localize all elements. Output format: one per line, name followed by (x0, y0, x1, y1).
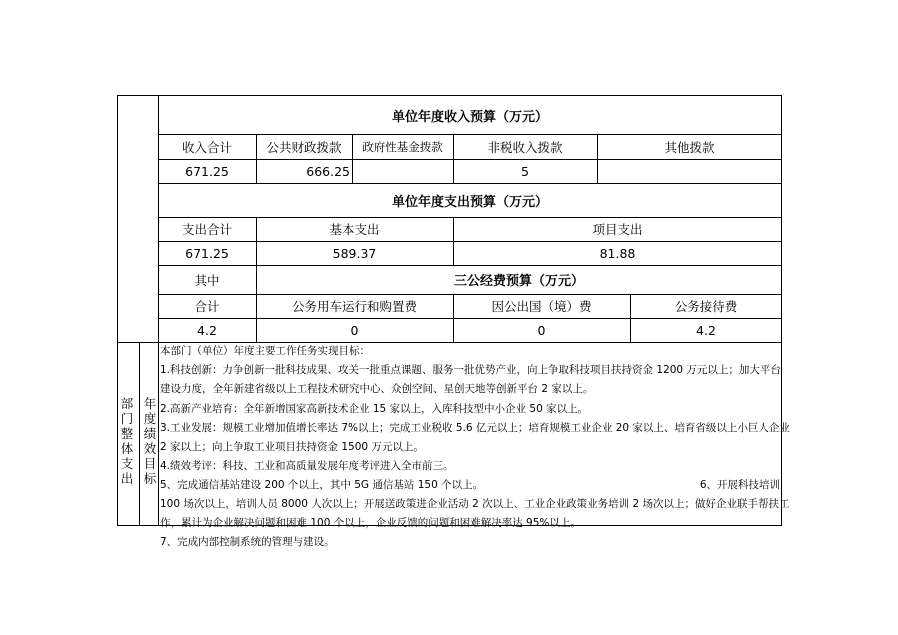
expense-header-basic: 基本支出 (329, 222, 380, 237)
expense-value-total: 671.25 (185, 245, 229, 261)
three-value-car: 0 (350, 322, 359, 338)
goal-line: 2 家以上；向上争取工业项目扶持资金 1500 万元以上。 (160, 441, 424, 453)
three-among-label: 其中 (194, 272, 220, 288)
income-title: 单位年度收入预算（万元） (391, 109, 548, 125)
expense-header-total: 支出合计 (181, 222, 232, 237)
goal-line: 7、完成内部控制系统的管理与建设。 (160, 536, 335, 548)
goal-line: 建设力度，全年新建省级以上工程技术研究中心、众创空间、星创天地等创新平台 2 家以上。 (160, 383, 594, 395)
three-value-total: 4.2 (197, 322, 217, 338)
goal-intro: 本部门（单位）年度主要工作任务实现目标： (160, 345, 370, 357)
three-value-abroad: 0 (537, 322, 546, 338)
goal-line: 2.高新产业培育：全年新增国家高新技术企业 15 家以上，入库科技型中小企业 50 家以上。 (160, 403, 589, 415)
three-value-reception: 4.2 (696, 322, 716, 338)
income-header-total: 收入合计 (181, 139, 232, 155)
goal-line: 作，累计为企业解决问题和困难 100 个以上，企业反馈的问题和困难解决率达 95%以上。 (160, 517, 581, 529)
goal-line: 3.工业发展：规模工业增加值增长率达 7%以上；完成工业税收 5.6 亿元以上；培育规模工业企业 20 家以上、培育省级以上小巨人企业 (160, 422, 790, 434)
income-header-fund: 政府性基金拨款 (362, 139, 443, 154)
income-value-fund (352, 159, 453, 183)
goal-line: 1.科技创新：力争创新一批科技成果、攻关一批重点课题、服务一批优势产业，向上争取科技项目扶持资金 1200 万元以上；加大平台 (160, 364, 781, 376)
income-header-public: 公共财政拨款 (266, 139, 342, 155)
expense-title: 单位年度支出预算（万元） (391, 194, 548, 210)
expense-header-project: 项目支出 (592, 222, 643, 237)
dept-overall-label: 部 门 整 体 支 出 (120, 396, 134, 486)
goal-line: 4.绩效考评：科技、工业和高质量发展年度考评进入全市前三。 (160, 460, 454, 472)
income-header-other: 其他拨款 (664, 139, 715, 155)
annual-goal-label: 年 度 绩 效 目 标 (143, 396, 157, 486)
expense-value-project: 81.88 (599, 245, 636, 261)
col-divider (139, 342, 140, 526)
three-header-reception: 公务接待费 (674, 299, 738, 314)
income-header-nontax: 非税收入拨款 (487, 139, 563, 155)
goal-line-right: 6、开展科技培训 (699, 479, 780, 491)
income-value-other (597, 159, 782, 183)
income-value-nontax: 5 (521, 163, 529, 179)
income-value-public: 666.25 (306, 163, 350, 179)
three-header-total: 合计 (194, 299, 220, 314)
income-value-total: 671.25 (185, 163, 229, 179)
three-title: 三公经费预算（万元） (453, 274, 584, 289)
expense-value-basic: 589.37 (332, 245, 377, 261)
three-header-car: 公务用车运行和购置费 (291, 299, 417, 314)
goal-line: 100 场次以上，培训人员 8000 人次以上；开展送政策进企业活动 2 次以上、工业企业政策业务培训 2 场次以上；做好企业联手帮扶工 (160, 498, 790, 510)
three-header-abroad: 因公出国（境）费 (491, 299, 592, 314)
goal-line: 5、完成通信基站建设 200 个以上，其中 5G 通信基站 150 个以上。 (160, 479, 484, 491)
